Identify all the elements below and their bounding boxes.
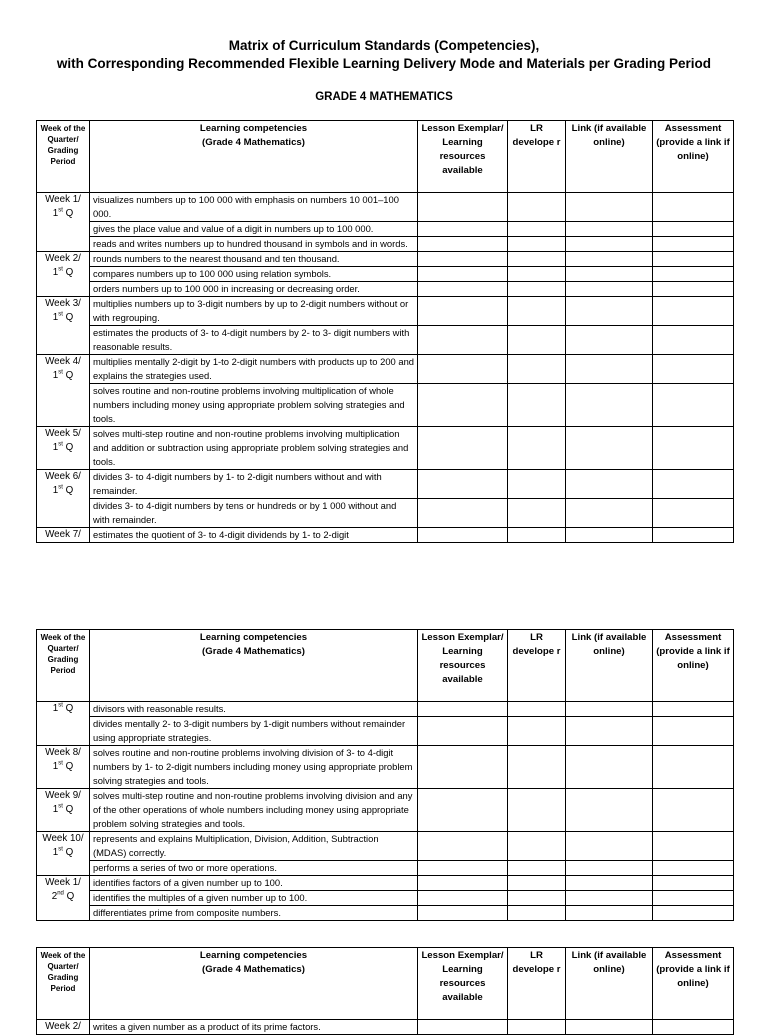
assessment-cell: [653, 906, 734, 921]
quarter-label: Q: [62, 370, 74, 381]
header-competencies-subtitle: (Grade 4 Mathematics): [202, 964, 305, 975]
table-row: [37, 222, 734, 237]
lesson-cell: [418, 237, 508, 252]
assessment-cell: [653, 717, 734, 746]
header-week: Week of the Quarter/ Grading Period: [37, 121, 90, 193]
lr-cell: [508, 297, 566, 326]
header-lesson-exemplar: Lesson Exemplar/ Learning resources available: [418, 121, 508, 193]
lesson-cell: [418, 876, 508, 891]
link-cell: [566, 237, 653, 252]
lr-cell: [508, 906, 566, 921]
week-label: Week 3/ 1: [45, 298, 81, 323]
link-cell: [566, 355, 653, 384]
quarter-label: Q: [62, 442, 74, 453]
lesson-cell: [418, 282, 508, 297]
table-row: [37, 528, 734, 543]
lr-cell: [508, 528, 566, 543]
assessment-cell: [653, 499, 734, 528]
assessment-cell: [653, 528, 734, 543]
quarter-label: Q: [62, 804, 74, 815]
competency-cell: represents and explains Multiplication, Division, Addition, Subtraction (MDAS) correctly.: [90, 832, 418, 861]
lesson-cell: [418, 746, 508, 789]
table-row: [37, 384, 734, 427]
competency-table-1: [36, 120, 734, 543]
competency-cell: compares numbers up to 100 000 using relation symbols.: [90, 267, 418, 282]
table-row: [37, 427, 734, 470]
ordinal-suffix: st: [58, 266, 63, 273]
competency-cell: divides 3- to 4-digit numbers by tens or hundreds or by 1 000 without and with remainder.: [90, 499, 418, 528]
competency-cell: multiplies numbers up to 3-digit numbers by up to 2-digit numbers without or with regrouping.: [90, 297, 418, 326]
header-competencies: [90, 948, 418, 1020]
week-cell: [37, 193, 90, 252]
header-link: Link (if available online): [566, 630, 653, 702]
ordinal-suffix: st: [58, 207, 63, 214]
week-cell: [37, 832, 90, 876]
lr-cell: [508, 861, 566, 876]
week-cell: [37, 470, 90, 528]
link-cell: [566, 789, 653, 832]
link-cell: [566, 267, 653, 282]
assessment-cell: [653, 267, 734, 282]
table-2-body: [37, 702, 734, 921]
competency-cell: gives the place value and value of a digit in numbers up to 100 000.: [90, 222, 418, 237]
competency-cell: estimates the quotient of 3- to 4-digit dividends by 1- to 2-digit: [90, 528, 418, 543]
header-lr-developer: LR develope r: [508, 630, 566, 702]
assessment-cell: [653, 427, 734, 470]
assessment-cell: [653, 832, 734, 861]
lr-cell: [508, 267, 566, 282]
assessment-cell: [653, 355, 734, 384]
lesson-cell: [418, 427, 508, 470]
competency-cell: divides mentally 2- to 3-digit numbers by 1-digit numbers without remainder using appropriate strategies.: [90, 717, 418, 746]
lesson-cell: [418, 470, 508, 499]
lesson-cell: [418, 252, 508, 267]
week-cell: [37, 252, 90, 297]
assessment-cell: [653, 876, 734, 891]
competency-cell: orders numbers up to 100 000 in increasing or decreasing order.: [90, 282, 418, 297]
table-row: [37, 297, 734, 326]
lr-cell: [508, 746, 566, 789]
lr-cell: [508, 193, 566, 222]
lesson-cell: [418, 789, 508, 832]
week-label: Week 2/ 1: [45, 253, 81, 278]
ordinal-suffix: st: [58, 369, 63, 376]
lesson-cell: [418, 717, 508, 746]
assessment-cell: [653, 470, 734, 499]
link-cell: [566, 193, 653, 222]
quarter-label: Q: [62, 761, 74, 772]
table-row: [37, 237, 734, 252]
assessment-cell: [653, 789, 734, 832]
competency-cell: identifies the multiples of a given number up to 100.: [90, 891, 418, 906]
lr-cell: [508, 222, 566, 237]
week-label: Week 4/ 1: [45, 356, 81, 381]
competency-cell: divides 3- to 4-digit numbers by 1- to 2-digit numbers without and with remainder.: [90, 470, 418, 499]
header-lr-developer: LR develope r: [508, 948, 566, 1020]
quarter-label: Q: [62, 208, 74, 219]
header-competencies-subtitle: (Grade 4 Mathematics): [202, 137, 305, 148]
competency-cell: multiplies mentally 2-digit by 1-to 2-digit numbers with products up to 200 and explains the strategies used.: [90, 355, 418, 384]
assessment-cell: [653, 746, 734, 789]
competency-cell: identifies factors of a given number up to 100.: [90, 876, 418, 891]
lr-cell: [508, 891, 566, 906]
quarter-label: Q: [62, 847, 74, 858]
header-competencies-subtitle: (Grade 4 Mathematics): [202, 646, 305, 657]
lr-cell: [508, 355, 566, 384]
assessment-cell: [653, 1020, 734, 1035]
competency-cell: solves multi-step routine and non-routine problems involving division and any of the other operations of whole numbers including money using appropriate problem solving strategies and tools.: [90, 789, 418, 832]
table-row: [37, 746, 734, 789]
header-week: Week of the Quarter/ Grading Period: [37, 630, 90, 702]
lr-cell: [508, 384, 566, 427]
week-label: Week 7/: [45, 529, 81, 540]
week-cell: [37, 876, 90, 921]
lr-cell: [508, 832, 566, 861]
link-cell: [566, 282, 653, 297]
table-row: [37, 282, 734, 297]
week-label: 1: [52, 703, 59, 714]
lr-cell: [508, 470, 566, 499]
lr-cell: [508, 427, 566, 470]
competency-cell: performs a series of two or more operations.: [90, 861, 418, 876]
table-row: [37, 252, 734, 267]
lesson-cell: [418, 222, 508, 237]
week-label: Week 5/ 1: [45, 428, 81, 453]
assessment-cell: [653, 222, 734, 237]
table-row: [37, 193, 734, 222]
lr-cell: [508, 237, 566, 252]
quarter-label: Q: [62, 485, 74, 496]
link-cell: [566, 384, 653, 427]
week-cell: [37, 789, 90, 832]
table-row: [37, 789, 734, 832]
assessment-cell: [653, 193, 734, 222]
table-row: [37, 891, 734, 906]
link-cell: [566, 717, 653, 746]
week-label: Week 8/ 1: [45, 747, 81, 772]
table-row: [37, 861, 734, 876]
competency-cell: estimates the products of 3- to 4-digit numbers by 2- to 3- digit numbers with reasonable results.: [90, 326, 418, 355]
lesson-cell: [418, 702, 508, 717]
lesson-cell: [418, 832, 508, 861]
table-row: [37, 717, 734, 746]
link-cell: [566, 427, 653, 470]
assessment-cell: [653, 252, 734, 267]
competency-cell: writes a given number as a product of its prime factors.: [90, 1020, 418, 1035]
header-link: Link (if available online): [566, 121, 653, 193]
week-cell: Week 2/: [37, 1020, 90, 1035]
ordinal-suffix: st: [58, 484, 63, 491]
header-competencies-title: Learning competencies: [199, 123, 308, 134]
assessment-cell: [653, 702, 734, 717]
lr-cell: [508, 876, 566, 891]
competency-cell: rounds numbers to the nearest thousand and ten thousand.: [90, 252, 418, 267]
week-label: Week 6/ 1: [45, 471, 81, 496]
lesson-cell: [418, 326, 508, 355]
lesson-cell: [418, 861, 508, 876]
link-cell: [566, 222, 653, 237]
document-subtitle: GRADE 4 MATHEMATICS: [315, 91, 453, 103]
assessment-cell: [653, 237, 734, 252]
ordinal-suffix: st: [58, 311, 63, 318]
table-row: [37, 499, 734, 528]
header-lesson-exemplar: Lesson Exemplar/ Learning resources available: [418, 630, 508, 702]
table-1-body: [37, 193, 734, 543]
competency-cell: solves routine and non-routine problems involving multiplication of whole numbers including money using appropriate problem solving strategies and tools.: [90, 384, 418, 427]
table-row: [37, 832, 734, 861]
quarter-label: Q: [63, 891, 75, 902]
lesson-cell: [418, 193, 508, 222]
quarter-label: Q: [62, 312, 74, 323]
lesson-cell: [418, 297, 508, 326]
header-assessment: Assessment (provide a link if online): [653, 121, 734, 193]
ordinal-suffix: st: [58, 803, 63, 810]
lr-cell: [508, 1020, 566, 1035]
week-cell: [37, 528, 90, 543]
competency-table-2: [36, 629, 734, 921]
table-row: [37, 1020, 734, 1035]
ordinal-suffix: st: [58, 441, 63, 448]
week-label: Week 1/ 2: [45, 877, 81, 902]
header-lesson-exemplar: Lesson Exemplar/ Learning resources available: [418, 948, 508, 1020]
competency-table-3: [36, 947, 734, 1035]
lesson-cell: [418, 891, 508, 906]
table-row: [37, 326, 734, 355]
header-competencies: [90, 121, 418, 193]
document-title-line-1: Matrix of Curriculum Standards (Competencies),: [228, 38, 540, 53]
competency-cell: differentiates prime from composite numbers.: [90, 906, 418, 921]
table-row: [37, 267, 734, 282]
header-week: Week of the Quarter/ Grading Period: [37, 948, 90, 1020]
header-lr-developer: LR develope r: [508, 121, 566, 193]
table-row: [37, 355, 734, 384]
link-cell: [566, 861, 653, 876]
link-cell: [566, 252, 653, 267]
link-cell: [566, 832, 653, 861]
table-row: [37, 470, 734, 499]
lesson-cell: [418, 355, 508, 384]
assessment-cell: [653, 326, 734, 355]
header-assessment: Assessment (provide a link if online): [653, 630, 734, 702]
header-competencies: [90, 630, 418, 702]
lesson-cell: [418, 384, 508, 427]
table-row: [37, 702, 734, 717]
header-competencies-title: Learning competencies: [199, 632, 308, 643]
document-title-line-2: with Corresponding Recommended Flexible Learning Delivery Mode and Materials per Grading Period: [56, 56, 712, 71]
link-cell: [566, 499, 653, 528]
competency-cell: visualizes numbers up to 100 000 with emphasis on numbers 10 001–100 000.: [90, 193, 418, 222]
table-row: [37, 906, 734, 921]
lr-cell: [508, 326, 566, 355]
competency-cell: solves multi-step routine and non-routine problems involving multiplication and addition or subtraction using appropriate problem solving strategies and tools.: [90, 427, 418, 470]
link-cell: [566, 891, 653, 906]
link-cell: [566, 1020, 653, 1035]
competency-cell: solves routine and non-routine problems involving division of 3- to 4-digit numbers by 1- to 2-digit numbers including money using appropriate problem solving strategies and tools.: [90, 746, 418, 789]
quarter-label: Q: [62, 703, 74, 714]
link-cell: [566, 326, 653, 355]
week-cell: [37, 702, 90, 746]
assessment-cell: [653, 297, 734, 326]
lesson-cell: [418, 267, 508, 282]
header-competencies-title: Learning competencies: [199, 950, 308, 961]
week-cell: [37, 427, 90, 470]
link-cell: [566, 528, 653, 543]
week-cell: [37, 355, 90, 427]
quarter-label: Q: [62, 267, 74, 278]
ordinal-suffix: st: [58, 702, 63, 709]
week-label: Week 10/ 1: [42, 833, 84, 858]
lr-cell: [508, 717, 566, 746]
competency-cell: reads and writes numbers up to hundred thousand in symbols and in words.: [90, 237, 418, 252]
assessment-cell: [653, 282, 734, 297]
lr-cell: [508, 282, 566, 297]
ordinal-suffix: st: [58, 846, 63, 853]
lesson-cell: [418, 499, 508, 528]
header-link: Link (if available online): [566, 948, 653, 1020]
lr-cell: [508, 789, 566, 832]
link-cell: [566, 876, 653, 891]
link-cell: [566, 702, 653, 717]
ordinal-suffix: st: [58, 760, 63, 767]
lesson-cell: [418, 528, 508, 543]
link-cell: [566, 470, 653, 499]
week-cell: [37, 297, 90, 355]
link-cell: [566, 746, 653, 789]
assessment-cell: [653, 861, 734, 876]
assessment-cell: [653, 384, 734, 427]
lr-cell: [508, 499, 566, 528]
assessment-cell: [653, 891, 734, 906]
week-label: Week 1/ 1: [45, 194, 81, 219]
table-row: [37, 876, 734, 891]
lr-cell: [508, 702, 566, 717]
ordinal-suffix: nd: [57, 890, 64, 897]
header-assessment: Assessment (provide a link if online): [653, 948, 734, 1020]
link-cell: [566, 906, 653, 921]
lesson-cell: [418, 906, 508, 921]
week-label: Week 9/ 1: [45, 790, 81, 815]
week-cell: [37, 746, 90, 789]
lr-cell: [508, 252, 566, 267]
lesson-cell: [418, 1020, 508, 1035]
link-cell: [566, 297, 653, 326]
competency-cell: divisors with reasonable results.: [90, 702, 418, 717]
